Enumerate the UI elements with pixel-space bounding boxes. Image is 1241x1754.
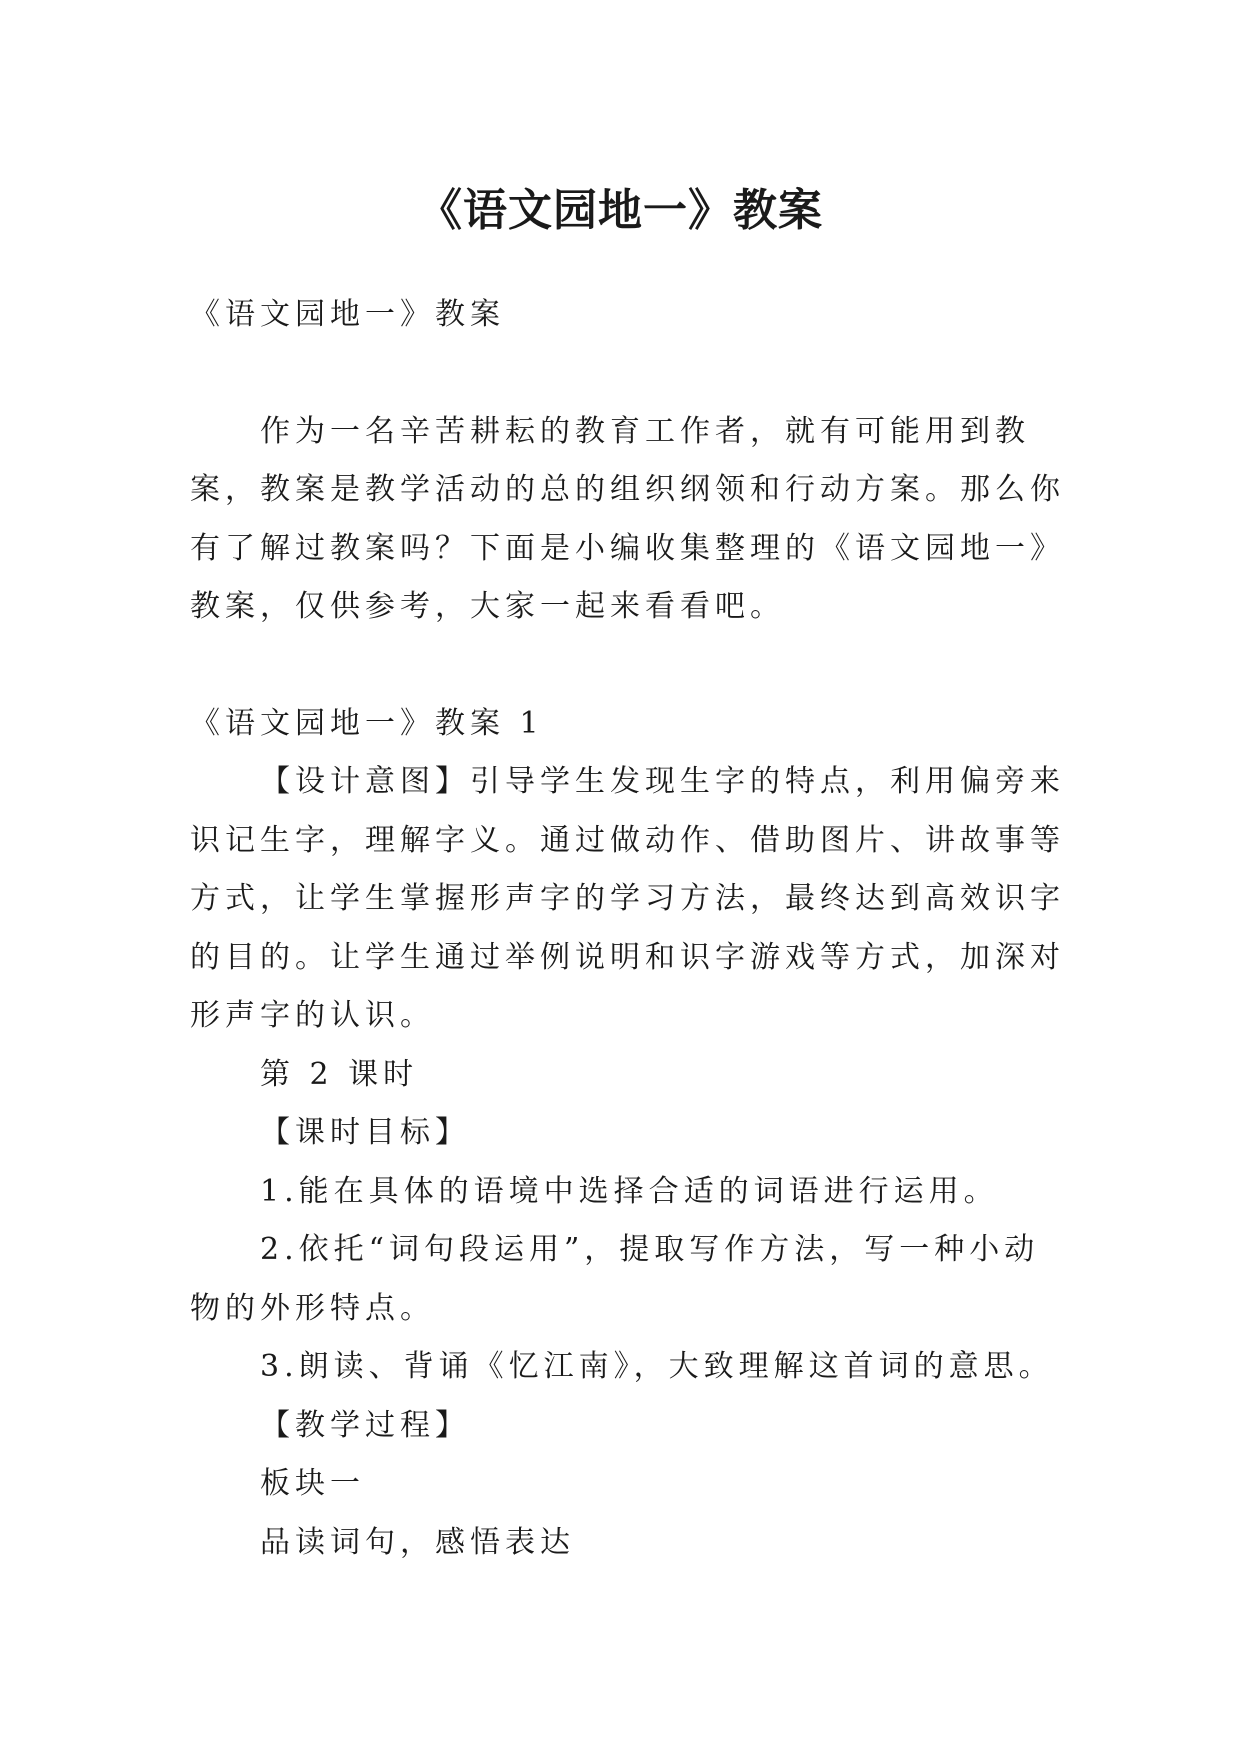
document-title: 《语文园地一》教案 <box>418 185 823 237</box>
section-heading: 《语文园地一》教案 1 <box>190 705 544 741</box>
process-heading: 【教学过程】 <box>260 1407 470 1443</box>
design-intent-paragraph: 【设计意图】引导学生发现生字的特点，利用偏旁来识记生字，理解字义。通过做动作、借助图片、讲故事等方式，让学生掌握形声字的学习方法，最终达到高效识字的目的。让学生通过举例说明和识字游戏等方式，加深对形声字的认识。 <box>190 764 1065 1033</box>
block-title: 品读词句，感悟表达 <box>260 1524 575 1560</box>
block-label: 板块一 <box>260 1466 365 1501</box>
objective-item-3: 3.朗读、背诵《忆江南》，大致理解这首词的意思。 <box>260 1349 1054 1384</box>
objectives-heading: 【课时目标】 <box>260 1115 470 1150</box>
document-subtitle: 《语文园地一》教案 <box>190 297 505 332</box>
document-body <box>190 286 1070 1572</box>
lesson-label: 第 2 课时 <box>260 1056 419 1092</box>
objective-item-2: 2.依托“词句段运用”，提取写作方法，写一种小动物的外形特点。 <box>190 1232 1040 1326</box>
intro-paragraph: 作为一名辛苦耕耘的教育工作者，就有可能用到教案，教案是教学活动的总的组织纲领和行动方案。那么你有了解过教案吗？下面是小编收集整理的《语文园地一》教案，仅供参考，大家一起来看看吧。 <box>190 413 1065 624</box>
objective-item-1: 1.能在具体的语境中选择合适的词语进行运用。 <box>260 1173 999 1209</box>
